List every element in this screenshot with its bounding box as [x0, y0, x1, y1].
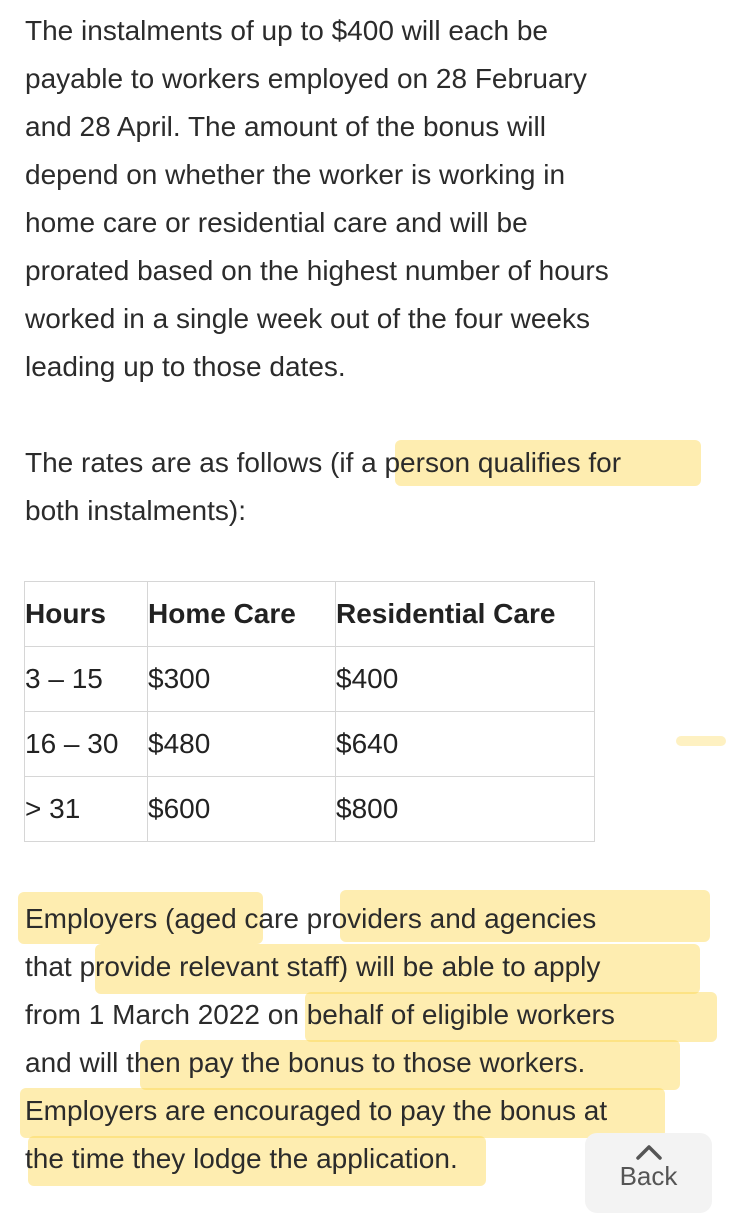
cell-home-care: $600 — [148, 777, 336, 842]
text-line: leading up to those dates. — [25, 351, 346, 382]
text-line: The instalments of up to $400 will each be — [25, 15, 548, 46]
highlight-mark — [676, 736, 726, 746]
text-line: The rates are as follows (if a person qualifies for — [25, 447, 622, 478]
header-home-care: Home Care — [148, 582, 336, 647]
cell-home-care: $480 — [148, 712, 336, 777]
paragraph-instalments — [25, 7, 725, 391]
table-row — [25, 777, 595, 842]
cell-residential-care: $800 — [336, 777, 595, 842]
header-hours: Hours — [25, 582, 148, 647]
text-line: and 28 April. The amount of the bonus will — [25, 111, 546, 142]
cell-residential-care: $640 — [336, 712, 595, 777]
cell-hours: 16 – 30 — [25, 712, 148, 777]
text-line: that provide relevant staff) will be able to apply — [25, 951, 601, 982]
text-line: home care or residential care and will be — [25, 207, 528, 238]
back-label: Back — [619, 1161, 678, 1191]
cell-residential-care: $400 — [336, 647, 595, 712]
cell-hours: 3 – 15 — [25, 647, 148, 712]
text-line: and will then pay the bonus to those workers. — [25, 1047, 586, 1078]
text-line: the time they lodge the application. — [25, 1143, 458, 1174]
cell-hours: > 31 — [25, 777, 148, 842]
text-line: prorated based on the highest number of hours — [25, 255, 609, 286]
text-line: depend on whether the worker is working in — [25, 159, 566, 190]
text-line: from 1 March 2022 on behalf of eligible workers — [25, 999, 615, 1030]
paragraph-rates-intro — [25, 439, 725, 535]
paragraph-employers — [25, 895, 725, 1183]
rates-table — [24, 581, 595, 842]
text-line: both instalments): — [25, 495, 246, 526]
text-line: Employers (aged care providers and agencies — [25, 903, 597, 934]
text-line: worked in a single week out of the four weeks — [25, 303, 590, 334]
table-header-row — [25, 582, 595, 647]
header-residential-care: Residential Care — [336, 582, 595, 647]
text-line: Employers are encouraged to pay the bonus at — [25, 1095, 608, 1126]
cell-home-care: $300 — [148, 647, 336, 712]
table-row — [25, 647, 595, 712]
text-line: payable to workers employed on 28 February — [25, 63, 587, 94]
table-row — [25, 712, 595, 777]
